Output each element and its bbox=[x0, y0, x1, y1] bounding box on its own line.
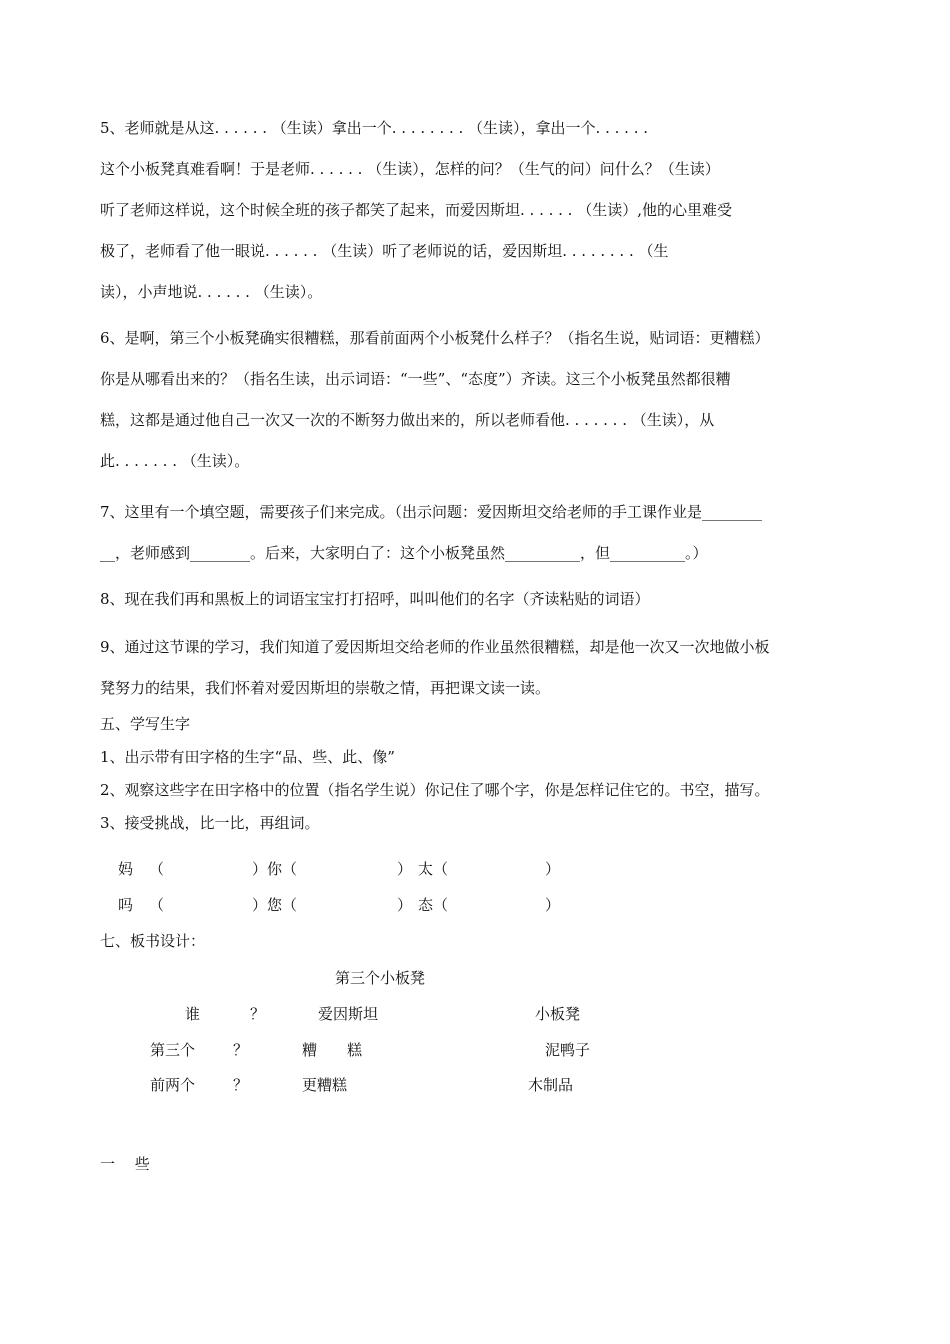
text-line: 读），小声地说. . . . . . （生读）。 bbox=[100, 283, 323, 301]
text-line: 这个小板凳真难看啊！于是老师. . . . . . （生读），怎样的问？（生气的问）问什么？（生读） bbox=[100, 160, 720, 178]
section-5 bbox=[100, 708, 852, 840]
section-7-heading: 七、板书设计： bbox=[100, 932, 206, 950]
word-cell: ） bbox=[397, 860, 413, 878]
word-cell: ） bbox=[545, 860, 561, 878]
text-line: 8、现在我们再和黑板上的词语宝宝打打招呼，叫叫他们的名字（齐读粘贴的词语） bbox=[100, 590, 650, 608]
word-cell: 妈 bbox=[118, 860, 134, 878]
paragraph-7 bbox=[100, 492, 852, 574]
board-cell: 爱因斯坦 bbox=[318, 1005, 379, 1023]
word-cell: 吗 bbox=[118, 896, 134, 914]
paragraph-6 bbox=[100, 318, 852, 482]
board-cell: 谁 bbox=[185, 1005, 201, 1023]
board-cell: 木制品 bbox=[528, 1076, 574, 1094]
text-line: 此. . . . . . . （生读）。 bbox=[100, 452, 250, 470]
text-line: 6、是啊，第三个小板凳确实很糟糕，那看前面两个小板凳什么样子？（指名生说，贴词语：更糟糕） bbox=[100, 329, 770, 347]
footer-word: 一 些 bbox=[100, 1155, 150, 1173]
board-cell: ？ bbox=[233, 1076, 249, 1094]
board-cell: ？ bbox=[233, 1041, 249, 1059]
word-cell: 太（ bbox=[418, 860, 449, 878]
word-cell: ）您（ bbox=[252, 896, 298, 914]
board-cell: 糟 糕 bbox=[302, 1041, 363, 1059]
board-cell: 更糟糕 bbox=[302, 1076, 348, 1094]
text-line: 听了老师这样说，这个时候全班的孩子都笑了起来，而爱因斯坦. . . . . . （生读）,他的心里难受 bbox=[100, 201, 732, 219]
text-line: __，老师感到________。后来，大家明白了：这个小板凳虽然__________，但__________。） bbox=[100, 544, 708, 562]
board-cell: 第三个 bbox=[150, 1041, 196, 1059]
word-cell: 态（ bbox=[418, 896, 449, 914]
paragraph-9 bbox=[100, 627, 852, 709]
text-line: 7、这里有一个填空题，需要孩子们来完成。（出示问题：爱因斯坦交给老师的手工课作业是________ bbox=[100, 503, 763, 521]
text-line: 凳努力的结果，我们怀着对爱因斯坦的崇敬之情，再把课文读一读。 bbox=[100, 679, 551, 697]
word-cell: （ bbox=[149, 860, 165, 878]
text-line: 极了，老师看了他一眼说. . . . . . （生读）听了老师说的话，爱因斯坦. . . . . . . . （生 bbox=[100, 242, 669, 260]
text-line: 5、老师就是从这. . . . . . （生读）拿出一个. . . . . . . . （生读），拿出一个. . . . . . bbox=[100, 119, 649, 137]
paragraph-5 bbox=[100, 108, 852, 313]
word-pair-row bbox=[0, 894, 950, 916]
text-line: 糕，这都是通过他自己一次又一次的不断努力做出来的，所以老师看他. . . . . . . （生读），从 bbox=[100, 411, 715, 429]
board-cell: 小板凳 bbox=[535, 1005, 581, 1023]
word-pair-row bbox=[0, 858, 950, 880]
board-cell: 前两个 bbox=[150, 1076, 196, 1094]
word-cell: ）你（ bbox=[252, 860, 298, 878]
word-cell: ） bbox=[545, 896, 561, 914]
text-line: 2、观察这些字在田字格中的位置（指名学生说）你记住了哪个字，你是怎样记住它的。书空，描写。 bbox=[100, 781, 770, 799]
board-title: 第三个小板凳 bbox=[335, 969, 426, 987]
section-heading: 五、学写生字 bbox=[100, 715, 191, 733]
text-line: 1、出示带有田字格的生字“品、些、此、像” bbox=[100, 748, 395, 766]
word-cell: （ bbox=[149, 896, 165, 914]
board-cell: 泥鸭子 bbox=[545, 1041, 591, 1059]
board-cell: ？ bbox=[250, 1005, 266, 1023]
paragraph-8 bbox=[100, 579, 852, 620]
text-line: 9、通过这节课的学习，我们知道了爱因斯坦交给老师的作业虽然很糟糕，却是他一次又一次地做小板 bbox=[100, 638, 770, 656]
text-line: 3、接受挑战，比一比，再组词。 bbox=[100, 814, 320, 832]
text-line: 你是从哪看出来的？（指名生读，出示词语：“一些”、“态度”）齐读。这三个小板凳虽然都很糟 bbox=[100, 370, 731, 388]
word-cell: ） bbox=[397, 896, 413, 914]
